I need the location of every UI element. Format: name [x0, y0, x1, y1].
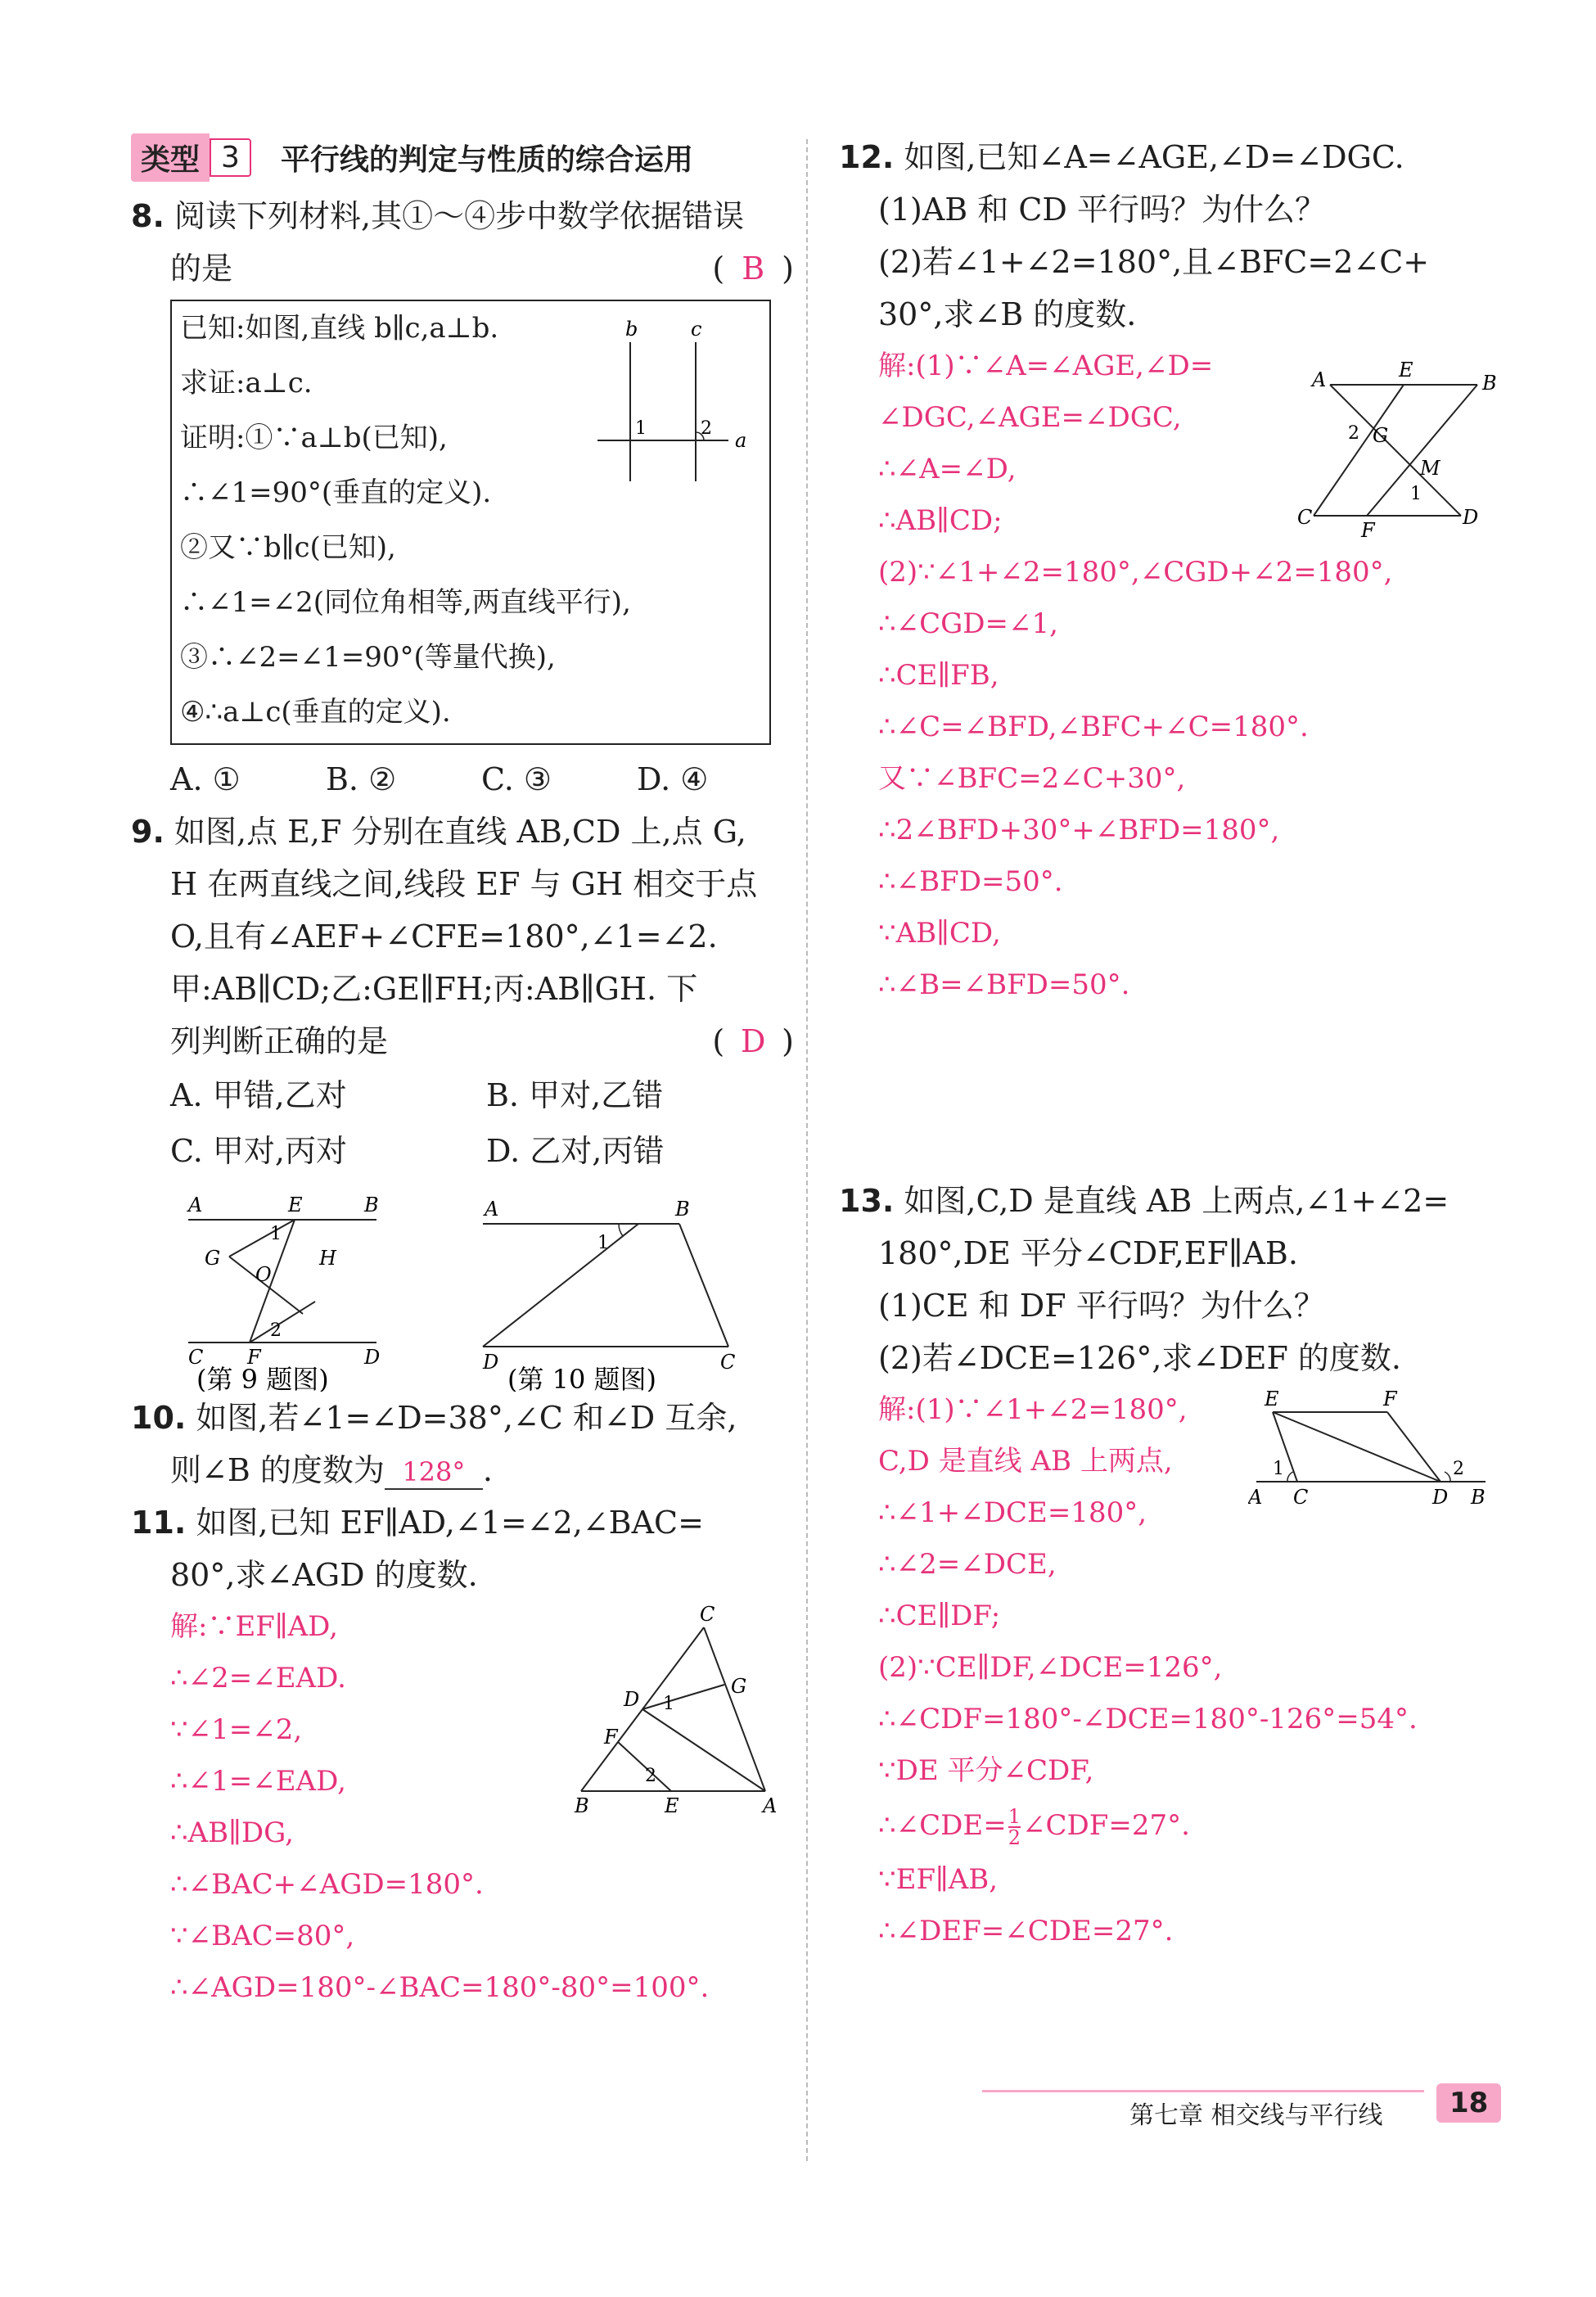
question-12: 12. 如图,已知∠A=∠AGE,∠D=∠DGC. (1)AB 和 CD 平行吗？为什么？ (2)若∠1+∠2=180°,且∠BFC=2∠C+ 30°,求∠B 的度数. 解:(1)∵∠A=∠AGE,∠D= ∠DGC,∠AGE=∠DGC, ∴∠A=∠D, ∴AB∥CD; (2)∵∠1+∠2=180°,∠CGD+∠2=180°, ∴∠CGD=∠1, ∴CE∥FB, ∴∠C=∠BFD,∠BFC+∠C=180°. 又∵∠BFC=2∠C+30°, ∴2∠BFD+30°+∠BFD=180°, ∴∠BFD=50°. ∵AB∥CD, ∴∠B=∠BFD=50°. A E B 2 G M 1 C F D: [839, 131, 1518, 1011]
svg-text:A: A: [763, 1794, 778, 1816]
material-line: ④∴a⊥c(垂直的定义).: [180, 696, 451, 729]
solution-line: ∴∠1+∠DCE=180°,: [878, 1496, 1147, 1529]
svg-text:O: O: [255, 1263, 272, 1286]
svg-text:1: 1: [663, 1694, 674, 1714]
svg-text:D: D: [1463, 506, 1479, 529]
svg-text:C: C: [700, 1603, 715, 1626]
svg-text:E: E: [288, 1194, 303, 1216]
svg-text:B: B: [675, 1198, 690, 1221]
right-column: [839, 131, 1518, 1957]
figure-q8: [597, 318, 761, 506]
page-footer: [982, 2083, 1498, 2129]
solution-line: (2)∵CE∥DF,∠DCE=126°,: [878, 1651, 1223, 1684]
svg-text:F: F: [604, 1726, 618, 1749]
svg-text:2: 2: [645, 1766, 656, 1786]
material-box: [170, 300, 771, 745]
answer-bracket: ( B ): [712, 242, 802, 295]
solution-line: ∴∠A=∠D,: [878, 453, 1017, 485]
footer-rule: [982, 2090, 1424, 2092]
svg-text:D: D: [624, 1688, 640, 1711]
question-number: 13.: [839, 1183, 895, 1219]
svg-text:1: 1: [1410, 484, 1422, 504]
section-tag: 类型: [131, 133, 210, 182]
angle-2: 2: [701, 418, 712, 439]
material-line: ∴∠1=∠2(同位角相等,两直线平行),: [180, 586, 631, 619]
svg-text:B: B: [1471, 1486, 1486, 1509]
svg-text:H: H: [319, 1247, 336, 1270]
solution-line: ∴∠B=∠BFD=50°.: [878, 968, 1130, 1001]
solution-line: 又∵∠BFC=2∠C+30°,: [878, 762, 1186, 795]
svg-text:A: A: [188, 1194, 203, 1216]
label-a: a: [735, 429, 747, 452]
figure-q12: [1297, 360, 1510, 548]
chapter-title: 第七章 相交线与平行线: [1129, 2101, 1383, 2130]
options-row: [131, 1123, 802, 1179]
solution-line: C,D 是直线 AB 上两点,: [878, 1445, 1173, 1478]
solution-line: ∴∠AGD=180°-∠BAC=180°-80°=100°.: [170, 1971, 710, 2004]
svg-text:B: B: [1482, 372, 1497, 395]
svg-text:C: C: [1293, 1486, 1309, 1509]
page-number: 18: [1436, 2083, 1501, 2123]
solution-line: ∠DGC,∠AGE=∠DGC,: [878, 401, 1182, 434]
svg-text:D: D: [1432, 1486, 1449, 1509]
option-b: B. ②: [326, 761, 397, 797]
solution-line: ∴∠2=∠DCE,: [878, 1548, 1057, 1581]
svg-text:B: B: [364, 1194, 379, 1216]
solution-line: ∴AB∥DG,: [170, 1816, 294, 1849]
solution-line: ∴2∠BFD+30°+∠BFD=180°,: [878, 814, 1280, 846]
options-row: [131, 1067, 802, 1123]
material-line: ③∴∠2=∠1=90°(等量代换),: [180, 641, 556, 674]
svg-text:D: D: [483, 1351, 499, 1374]
solution-line: ∴∠BAC+∠AGD=180°.: [170, 1868, 484, 1901]
solution-line: ∵EF∥AB,: [878, 1863, 999, 1896]
solution-line: ∵∠1=∠2,: [170, 1713, 303, 1746]
material-line: ②又∵b∥c(已知),: [180, 531, 396, 564]
figure-caption: (第 10 题图): [507, 1364, 657, 1392]
question-13: 13. 如图,C,D 是直线 AB 上两点,∠1+∠2= 180°,DE 平分∠CDF,EF∥AB. (1)CE 和 DF 平行吗？为什么？ (2)若∠DCE=126°,求∠DEF 的度数. 解:(1)∵∠1+∠2=180°, C,D 是直线 AB 上两点, ∴∠1+∠DCE=180°, ∴∠2=∠DCE, ∴CE∥DF; (2)∵CE∥DF,∠DCE=126°, ∴∠CDF=180°-∠DCE=180°-126°=54°. ∵DE 平分∠CDF, ∴∠CDE= $\frac{1}{2}$ ∠CDF=27°. ∵EF∥AB, ∴∠DEF=∠CDE=27°. E F 1 2 A C D B: [839, 1175, 1518, 1957]
option-b: B. 甲对,乙错: [486, 1077, 664, 1113]
question-number: 8.: [131, 198, 165, 234]
answer-bracket: ( D ): [712, 1015, 802, 1067]
section-number: 3: [210, 138, 251, 177]
label-c: c: [691, 318, 702, 341]
solution-line: 解:∵EF∥AD,: [170, 1610, 338, 1643]
svg-text:G: G: [731, 1675, 747, 1698]
option-d: D. ④: [637, 761, 709, 797]
material-line: 求证:a⊥c.: [180, 367, 313, 399]
svg-text:C: C: [1297, 506, 1313, 529]
svg-text:A: A: [1312, 368, 1327, 391]
figure-q10: [475, 1187, 753, 1392]
answer-choice: B: [742, 250, 765, 287]
svg-text:1: 1: [597, 1233, 609, 1253]
svg-text:C: C: [188, 1346, 204, 1369]
svg-text:F: F: [1361, 519, 1375, 542]
solution-line: ∴∠C=∠BFD,∠BFC+∠C=180°.: [878, 711, 1309, 743]
left-column: [131, 131, 802, 2014]
svg-text:1: 1: [1273, 1459, 1284, 1479]
column-divider: [806, 139, 808, 2161]
solution-line: 解:(1)∵∠1+∠2=180°,: [878, 1393, 1188, 1426]
solution-line: ∵DE 平分∠CDF,: [878, 1754, 1094, 1787]
question-number: 9.: [131, 814, 165, 850]
solution-line: ∴∠BFD=50°.: [878, 865, 1063, 898]
solution-line: (2)∵∠1+∠2=180°,∠CGD+∠2=180°,: [878, 556, 1393, 589]
fraction: $\frac{1}{2}$: [1008, 1805, 1021, 1849]
svg-text:2: 2: [270, 1320, 282, 1341]
solution-line: ∴CE∥DF;: [878, 1600, 1001, 1632]
option-d: D. 乙对,丙错: [486, 1133, 665, 1169]
figures-9-10: [131, 1179, 802, 1392]
option-a: A. ①: [170, 761, 241, 797]
solution-line: ∴∠CGD=∠1,: [878, 607, 1058, 640]
material-line: 证明:①∵a⊥b(已知),: [180, 422, 448, 454]
solution-line: 解:(1)∵∠A=∠AGE,∠D=: [878, 350, 1214, 382]
option-c: C. ③: [481, 761, 552, 797]
svg-text:F: F: [1383, 1388, 1397, 1410]
svg-text:G: G: [205, 1247, 221, 1270]
question-9: 9. 如图,点 E,F 分别在直线 AB,CD 上,点 G, H 在两直线之间,线段 EF 与 GH 相交于点 O,且有∠AEF+∠CFE=180°,∠1=∠2. 甲:AB∥CD;乙:GE∥FH;丙:AB∥GH. 下 列判断正确的是 ( D ) A. 甲错,乙对 B. 甲对,乙错 C. 甲对,丙对 D. 乙对,丙错: [131, 806, 802, 1179]
question-stem: 的是: [170, 250, 233, 287]
section-title: 平行线的判定与性质的综合运用: [280, 142, 693, 177]
svg-text:E: E: [1265, 1388, 1279, 1410]
svg-text:E: E: [1399, 360, 1413, 381]
svg-text:D: D: [364, 1346, 381, 1369]
question-number: 11.: [131, 1505, 187, 1541]
svg-text:2: 2: [1348, 423, 1359, 444]
material-line: ∴∠1=90°(垂直的定义).: [180, 476, 492, 509]
answer-blank: 128°: [385, 1455, 483, 1490]
svg-text:E: E: [665, 1794, 679, 1816]
svg-text:F: F: [247, 1346, 261, 1369]
solution-line: ∴∠1=∠EAD,: [170, 1765, 346, 1798]
angle-1: 1: [635, 418, 647, 439]
option-a: A. 甲错,乙对: [170, 1077, 347, 1113]
solution-line: ∵AB∥CD,: [878, 917, 1001, 950]
svg-text:G: G: [1373, 424, 1389, 447]
question-11: 11. 如图,已知 EF∥AD,∠1=∠2,∠BAC= 80°,求∠AGD 的度数. 解:∵EF∥AD, ∴∠2=∠EAD. ∵∠1=∠2, ∴∠1=∠EAD, ∴AB∥DG, ∴∠BAC+∠AGD=180°. ∵∠BAC=80°, ∴∠AGD=180°-∠BAC=180°-80°=100°. C D G 1 F 2 B E A: [131, 1496, 802, 2014]
svg-text:A: A: [485, 1198, 499, 1221]
solution-line: ∴∠CDE= $\frac{1}{2}$ ∠CDF=27°.: [878, 1805, 1190, 1849]
question-number: 10.: [131, 1400, 187, 1436]
spacer: [839, 1011, 1518, 1175]
figure-caption: (第 9 题图): [196, 1364, 329, 1392]
label-b: b: [625, 318, 638, 341]
question-number: 12.: [839, 139, 895, 175]
svg-text:2: 2: [1453, 1459, 1464, 1479]
solution-line: ∵∠BAC=80°,: [170, 1920, 355, 1952]
figure-q13: [1248, 1388, 1494, 1510]
question-8: [131, 190, 802, 806]
option-c: C. 甲对,丙对: [170, 1133, 347, 1169]
solution-line: ∴∠DEF=∠CDE=27°.: [878, 1915, 1174, 1947]
solution-line: ∴∠2=∠EAD.: [170, 1662, 346, 1695]
solution-line: ∴∠CDF=180°-∠DCE=180°-126°=54°.: [878, 1703, 1418, 1735]
solution-line: ∴AB∥CD;: [878, 504, 1003, 537]
solution-line: ∴CE∥FB,: [878, 659, 999, 692]
section-header: [131, 131, 802, 183]
question-10: 10. 如图,若∠1=∠D=38°,∠C 和∠D 互余, 则∠B 的度数为 128° .: [131, 1400, 737, 1488]
svg-text:B: B: [575, 1794, 589, 1816]
svg-text:A: A: [1248, 1486, 1263, 1509]
figure-q11: [573, 1603, 786, 1816]
material-line: 已知:如图,直线 b∥c,a⊥b.: [180, 312, 499, 345]
options: [131, 753, 802, 806]
answer-choice: D: [740, 1023, 766, 1059]
question-stem: 阅读下列材料,其①～④步中数学依据错误: [174, 198, 745, 234]
svg-text:M: M: [1420, 457, 1440, 480]
svg-text:1: 1: [270, 1224, 282, 1244]
figure-q9: [180, 1187, 442, 1392]
svg-text:C: C: [720, 1351, 736, 1374]
